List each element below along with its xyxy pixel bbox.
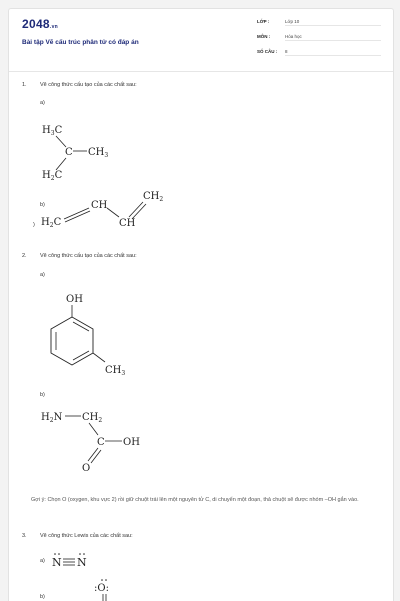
chemistry-structures	[9, 9, 393, 601]
q3-part-b-label: b)	[40, 594, 45, 600]
question-3-number: 3.	[22, 533, 27, 539]
question-2-text: Vẽ công thức cấu tạo của các chất sau:	[40, 253, 137, 259]
q3-part-a-label: a)	[40, 558, 45, 564]
q2-part-b-label: b)	[40, 392, 45, 398]
question-2-number: 2.	[22, 253, 27, 259]
question-1-number: 1.	[22, 82, 27, 88]
structure-3a	[52, 553, 87, 569]
structure-2b	[41, 412, 140, 474]
class-label: LỚP :	[257, 19, 270, 24]
worksheet-title: Bài tập Vẽ cấu trúc phân tử có đáp án	[22, 39, 139, 46]
subject-label: MÔN :	[257, 34, 271, 39]
q3b-o: :O:	[94, 583, 109, 594]
q2b-oh: OH	[123, 437, 140, 448]
q2b-c: C	[97, 437, 105, 448]
q1a-h3c: $H_3C$	[42, 125, 63, 137]
question-count-value: 8	[285, 49, 381, 56]
class-value: Lớp 10	[285, 19, 381, 26]
question-count-label: SỐ CÂU :	[257, 49, 278, 54]
q2b-ch2: $CH_2$	[82, 412, 103, 424]
q3a-n1: N	[52, 556, 62, 569]
q1-part-a-label: a)	[40, 100, 45, 106]
q3a-n2: N	[77, 556, 87, 569]
q1a-ch3: $CH_3$	[88, 147, 109, 159]
site-logo[interactable]: 2048.vn	[22, 17, 59, 31]
question-1-text: Vẽ công thức cấu tạo của các chất sau:	[40, 82, 137, 88]
hint-text: Gợi ý: Chọn O (oxygen, khu vực 2) rồi giữ chuột trái lên một nguyên tử C, di chuyển một đoạn, thả chuột sẽ được nhóm –OH gắn vào.	[31, 497, 359, 503]
q2a-oh: OH	[66, 294, 83, 305]
q2b-o: O	[82, 463, 91, 474]
structure-2a	[51, 294, 125, 377]
stray-mark: )	[33, 222, 35, 228]
document-page	[8, 8, 394, 601]
q1b-ch-top: CH	[91, 200, 108, 211]
q1a-h2c: $H_2C$	[42, 170, 63, 182]
q1b-ch2: $CH_2$	[143, 191, 164, 203]
structure-1a	[42, 125, 108, 182]
q1a-center-c: C	[65, 147, 73, 158]
q2-part-a-label: a)	[40, 272, 45, 278]
q1b-h2c: $H_2C$	[41, 217, 62, 229]
question-3-text: Vẽ công thức Lewis của các chất sau:	[40, 533, 133, 539]
q2a-ch3: $CH_3$	[105, 365, 126, 377]
structure-1b	[41, 191, 163, 229]
q2b-h2n: $H_2N$	[41, 412, 63, 424]
structure-3b	[94, 579, 109, 601]
q1-part-b-label: b)	[40, 202, 45, 208]
subject-value: Hóa học	[285, 34, 381, 41]
q1b-ch-bottom: CH	[119, 218, 136, 229]
